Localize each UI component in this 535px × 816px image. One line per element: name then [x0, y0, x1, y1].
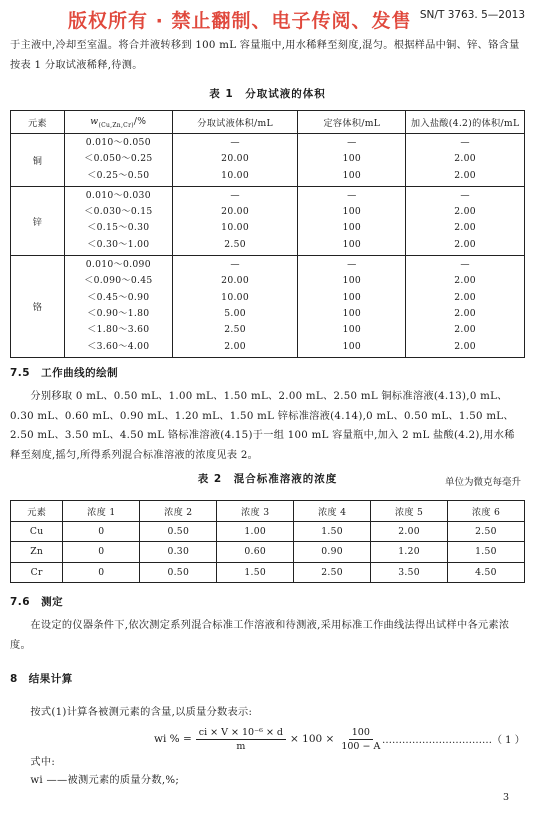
table2-header-cell: 浓度 6 [448, 501, 525, 522]
table2-header-cell: 元素 [11, 501, 63, 522]
table2-cell: 1.00 [217, 521, 294, 542]
table2-row [11, 542, 525, 563]
ranges-value: ＜3.60～4.00 [87, 340, 150, 352]
ranges-value: ＜0.45～0.90 [87, 291, 150, 303]
table2-cell: 0.50 [140, 562, 217, 583]
aliquot-value: 20.00 [221, 153, 249, 165]
table2-header-cell: 浓度 1 [63, 501, 140, 522]
section-7-6-text: 在设定的仪器条件下,依次测定系列混合标准工作溶液和待测液,采用标准工作曲线法得出试样中各元素浓度。 [10, 620, 510, 651]
aliquot-cell [172, 134, 298, 187]
ranges-value: ＜0.15～0.30 [87, 222, 150, 234]
aliquot-value: 10.00 [221, 222, 249, 234]
aliquot-value: 20.00 [221, 275, 249, 287]
hcl-value: — [460, 137, 470, 148]
table2-cell: 0.90 [294, 542, 371, 563]
volume-cell [298, 186, 406, 255]
table2-cell: 1.20 [371, 542, 448, 563]
table1-row [11, 186, 525, 255]
page-number: 3 [503, 792, 510, 803]
ranges-cell [64, 134, 172, 187]
table1-caption: 表 1 分取试液的体积 [209, 88, 326, 100]
aliquot-value: 2.00 [224, 340, 246, 352]
volume-value: 100 [342, 206, 362, 218]
hcl-cell [406, 186, 525, 255]
section-8-heading: 8 结果计算 [10, 673, 73, 685]
ranges-value: ＜0.050～0.25 [84, 153, 153, 165]
hcl-value: 2.00 [454, 307, 476, 319]
hcl-value: 2.00 [454, 222, 476, 234]
aliquot-value: — [230, 259, 240, 271]
formula-denominator-1: m [236, 740, 246, 752]
table2-caption: 表 2 混合标准溶液的浓度 [197, 473, 338, 485]
hcl-cell [406, 256, 525, 358]
table2-cell: 0 [63, 562, 140, 583]
aliquot-value: 5.00 [224, 307, 246, 319]
table1-header-cell: 定容体积/mL [298, 111, 406, 134]
table2-cell: 1.50 [294, 521, 371, 542]
table2-cell: 0.30 [140, 542, 217, 563]
table2-cell: 0 [63, 542, 140, 563]
element-cell: 铜 [11, 134, 65, 187]
ranges-value: 0.010～0.030 [85, 189, 151, 201]
volume-value: — [347, 259, 357, 271]
hcl-value: 2.00 [454, 275, 476, 287]
table2-cell: 2.50 [448, 521, 525, 542]
volume-value: 100 [342, 169, 362, 181]
aliquot-cell [172, 256, 298, 358]
ranges-value: 0.010～0.050 [85, 137, 151, 148]
hcl-cell [406, 134, 525, 187]
element-cell: 锌 [11, 186, 65, 255]
table2-cell: 0.60 [217, 542, 294, 563]
ranges-value: 0.010～0.090 [85, 259, 151, 271]
aliquot-value: — [230, 137, 240, 148]
volume-value: 100 [342, 307, 362, 319]
table2-cell: 0.50 [140, 521, 217, 542]
concentration-table [10, 500, 525, 583]
table2-cell: Cu [11, 521, 63, 542]
table2-cell: 4.50 [448, 562, 525, 583]
volume-value: 100 [342, 340, 362, 352]
table2-unit: 单位为微克每毫升 [444, 477, 521, 488]
calculation-formula [154, 724, 387, 754]
ranges-value: ＜0.030～0.15 [84, 206, 153, 218]
table2-cell: Cr [11, 562, 63, 583]
aliquot-value: 2.50 [224, 238, 246, 250]
ranges-cell [64, 186, 172, 255]
aliquot-value: 2.50 [224, 324, 246, 336]
table2-cell: 2.00 [371, 521, 448, 542]
hcl-value: 2.00 [454, 153, 476, 165]
volume-table [10, 110, 525, 358]
formula-denominator-2: 100 − A [341, 740, 381, 752]
formula-middle: × 100 × [290, 733, 335, 745]
aliquot-value: 20.00 [221, 206, 249, 218]
volume-value: — [347, 137, 357, 148]
volume-value: 100 [342, 291, 362, 303]
element-cell: 铬 [11, 256, 65, 358]
table2-cell: 0 [63, 521, 140, 542]
watermark: 版权所有 · 禁止翻制、电子传阅、发售 [68, 10, 412, 32]
ranges-value: ＜0.090～0.45 [84, 275, 153, 287]
volume-cell [298, 256, 406, 358]
table1-header-cell: 分取试液体积/mL [172, 111, 298, 134]
intro-paragraph: 于主液中,冷却至室温。将合并液转移到 100 mL 容量瓶中,用水稀释至刻度,混匀。根据样品中铜、锌、铬含量按表 1 分取试液稀释,待测。 [10, 40, 520, 71]
table2-cell: Zn [11, 542, 63, 563]
formula-lhs: wi % = [154, 733, 192, 745]
ranges-cell [64, 256, 172, 358]
ranges-value: ＜1.80～3.60 [87, 324, 150, 336]
table1-header-cell: $w_{(Cu,Zn,Cr)}/\%$ [64, 111, 172, 134]
table2-header-cell: 浓度 2 [140, 501, 217, 522]
aliquot-value: — [230, 189, 240, 201]
hcl-value: 2.00 [454, 291, 476, 303]
table1-header-cell: 元素 [11, 111, 65, 134]
section-7-6-heading: 7.6 测定 [10, 596, 64, 608]
section-7-5-heading: 7.5 工作曲线的绘制 [10, 367, 119, 379]
table2-cell: 3.50 [371, 562, 448, 583]
table2-header-row [11, 501, 525, 522]
table2-header-cell: 浓度 5 [371, 501, 448, 522]
table1-header-cell: 加入盐酸(4.2)的体积/mL [406, 111, 525, 134]
hcl-value: — [460, 189, 470, 201]
section-7-5-text: 分别移取 0 mL、0.50 mL、1.00 mL、1.50 mL、2.00 mL、2.50 mL 铜标准溶液(4.13),0 mL、0.30 mL、0.60 mL、0.90 mL、1.20 mL、1.50 mL 锌标准溶液(4.14),0 mL、0.50 mL、1.50 mL、2.50 mL、3.50 mL、4.50 mL 铬标准溶液(4.15)于一组 100 mL 容量瓶中,加入 2 mL 盐酸(4.2),用水稀释至刻度,摇匀,所得系列混合标准溶液的浓度见表 2。 [10, 391, 515, 461]
table2-cell: 1.50 [448, 542, 525, 563]
ranges-value: ＜0.25～0.50 [87, 169, 150, 181]
aliquot-value: 10.00 [221, 169, 249, 181]
ranges-value: ＜0.90～1.80 [87, 307, 150, 319]
formula-fraction-1 [196, 726, 286, 753]
table2-header-cell: 浓度 3 [217, 501, 294, 522]
table1-row [11, 256, 525, 358]
volume-value: — [347, 189, 357, 201]
table2-cell: 2.50 [294, 562, 371, 583]
table2-cell: 1.50 [217, 562, 294, 583]
equation-number: ……………………………（ 1 ） [382, 735, 525, 746]
section-8-text: 按式(1)计算各被测元素的含量,以质量分数表示: [30, 707, 253, 718]
hcl-value: 2.00 [454, 340, 476, 352]
table2-row [11, 521, 525, 542]
formula-fraction-2 [338, 726, 383, 753]
hcl-value: 2.00 [454, 169, 476, 181]
formula-numerator-1: ci × V × 10⁻⁶ × d [196, 726, 286, 740]
variable-definition: wi ——被测元素的质量分数,%; [30, 775, 180, 786]
ranges-value: ＜0.30～1.00 [87, 238, 150, 250]
volume-value: 100 [342, 153, 362, 165]
formula-where-label: 式中: [30, 757, 56, 768]
table2-row [11, 562, 525, 583]
volume-value: 100 [342, 275, 362, 287]
hcl-value: 2.00 [454, 238, 476, 250]
aliquot-value: 10.00 [221, 291, 249, 303]
table1-header-row [11, 111, 525, 134]
hcl-value: 2.00 [454, 324, 476, 336]
document-number: SN/T 3763. 5—2013 [419, 9, 525, 21]
hcl-value: — [460, 259, 470, 271]
volume-value: 100 [342, 222, 362, 234]
volume-value: 100 [342, 324, 362, 336]
hcl-value: 2.00 [454, 206, 476, 218]
aliquot-cell [172, 186, 298, 255]
volume-cell [298, 134, 406, 187]
volume-value: 100 [342, 238, 362, 250]
formula-numerator-2: 100 [349, 726, 373, 740]
table2-header-cell: 浓度 4 [294, 501, 371, 522]
table1-row [11, 134, 525, 187]
